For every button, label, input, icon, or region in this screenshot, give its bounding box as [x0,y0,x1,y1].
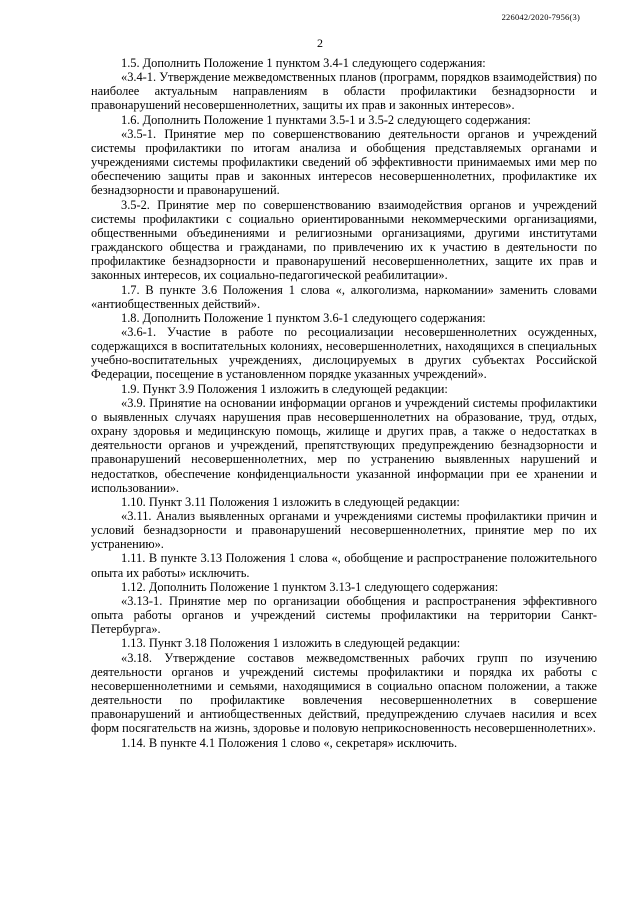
paragraph-3-4-1: «3.4-1. Утверждение межведомственных планов (программ, порядков взаимодействия) по наиболее актуальным направлениям в области профилактики безнадзорности и правонарушений несовершеннолетних, защиты их прав и законных интересов». [91,70,597,113]
paragraph-1-5: 1.5. Дополнить Положение 1 пунктом 3.4-1 следующего содержания: [121,56,486,70]
paragraph-3-11: «3.11. Анализ выявленных органами и учреждениями системы профилактики причин и условий безнадзорности и правонарушений несовершеннолетних, принятие мер по их устранению». [91,509,597,552]
paragraph-1-12: 1.12. Дополнить Положение 1 пунктом 3.13-1 следующего содержания: [121,579,499,594]
document-id: 226042/2020-7956(3) [501,12,580,22]
paragraph-3-5-1: «3.5-1. Принятие мер по совершенствованию деятельности органов и учреждений системы профилактики по итогам анализа и обобщения представляемых органами и учреждениями системы профилактики сведений об эффективности принимаемых ими мер по обеспечению защиты прав и законных интересов несовершеннолетних, профилактике их безнадзорности и правонарушений. [91,126,597,198]
paragraph-1-14: 1.14. В пункте 4.1 Положения 1 слово «, секретаря» исключить. [121,735,458,750]
paragraph-1-9: 1.9. Пункт 3.9 Положения 1 изложить в следующей редакции: [121,381,448,396]
paragraph-1-7: 1.7. В пункте 3.6 Положения 1 слова «, алкоголизма, наркомании» заменить словами «антиобщественных действий». [91,282,597,311]
paragraph-1-13: 1.13. Пункт 3.18 Положения 1 изложить в следующей редакции: [121,636,461,651]
paragraph-1-11: 1.11. В пункте 3.13 Положения 1 слова «, обобщение и распространение положительного опыта их работы» исключить. [91,551,597,580]
paragraph-3-5-2: 3.5-2. Принятие мер по совершенствованию взаимодействия органов и учреждений системы профилактики с социально ориентированными некоммерческими организациями, общественными объединениями и религиозными организациями, другими институтами гражданского общества и гражданами, по привлечению их к участию в деятельности по профилактике безнадзорности и правонарушений несовершеннолетних, защите их прав и законных интересов, их социально-педагогической реабилитации». [91,197,597,283]
document-body [91,56,597,750]
paragraph-3-6-1: «3.6-1. Участие в работе по ресоциализации несовершеннолетних осужденных, содержащихся в воспитательных колониях, несовершеннолетних, находящихся в специальных учебно-воспитательных учреждениях, дислоцируемых в других субъектах Российской Федерации, посещение в установленном порядке указанных учреждений». [91,324,597,382]
paragraph-3-13-1: «3.13-1. Принятие мер по организации обобщения и распространения эффективного опыта работы органов и учреждений системы профилактики на территории Санкт-Петербурга». [91,593,597,637]
paragraph-1-8: 1.8. Дополнить Положение 1 пунктом 3.6-1 следующего содержания: [121,310,486,325]
paragraph-1-6: 1.6. Дополнить Положение 1 пунктами 3.5-1 и 3.5-2 следующего содержания: [121,112,531,127]
paragraph-3-9: «3.9. Принятие на основании информации органов и учреждений системы профилактики о выявленных случаях нарушения прав несовершеннолетних на образование, труд, отдых, охрану здоровья и медицинскую помощь, жилище и других прав, а также о недостатках в деятельности органов и учреждений, препятствующих предупреждению безнадзорности и правонарушений несовершеннолетних, мер по устранению выявленных нарушений и недостатков, обеспечение конфиденциальности указанной информации при ее хранении и использовании». [91,395,597,495]
paragraph-1-10: 1.10. Пункт 3.11 Положения 1 изложить в следующей редакции: [121,494,460,509]
page-number: 2 [317,36,323,50]
paragraph-3-18: «3.18. Утверждение составов межведомственных рабочих групп по изучению деятельности органов и учреждений системы профилактики и порядка их работы с несовершеннолетними и семьями, находящимися в социально опасном положении, а также деятельности по профилактике вовлечения несовершеннолетних в совершение правонарушений и антиобщественных действий, предупреждению случаев насилия и всех форм посягательств на жизнь, здоровье и половую неприкосновенность несовершеннолетних». [91,650,597,736]
